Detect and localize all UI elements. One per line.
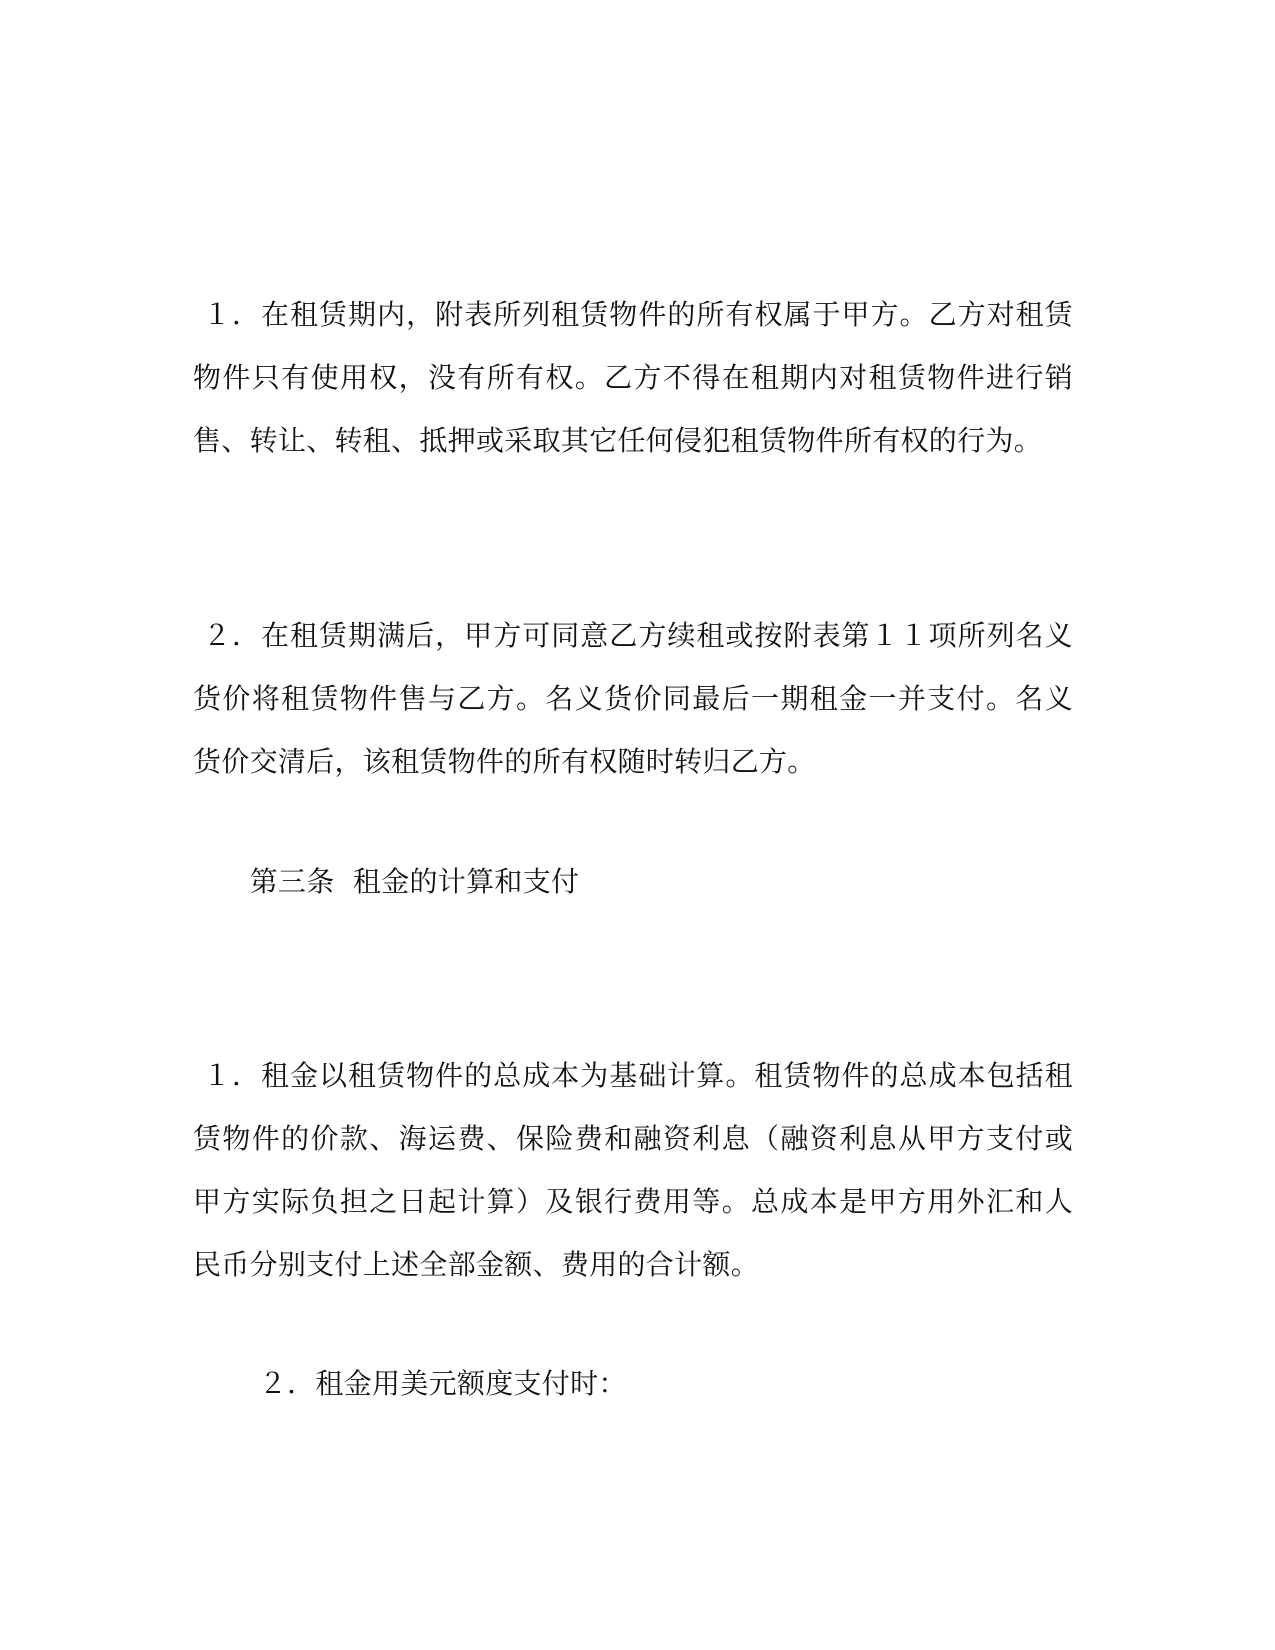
clause-2-item-1-line-2: 物件只有使用权，没有所有权。乙方不得在租期内对租赁物件进行销 (193, 361, 1073, 394)
clause-2-item-1-line-1: １．在租赁期内，附表所列租赁物件的所有权属于甲方。乙方对租赁 (193, 298, 1073, 331)
clause-3-item-1-line-3: 甲方实际负担之日起计算）及银行费用等。总成本是甲方用外汇和人 (193, 1185, 1073, 1218)
clause-3-item-1-line-2: 赁物件的价款、海运费、保险费和融资利息（融资利息从甲方支付或 (193, 1122, 1073, 1155)
clause-2-item-2-line-1: ２．在租赁期满后，甲方可同意乙方续租或按附表第１１项所列名义 (193, 619, 1073, 652)
clause-3-item-1-line-4: 民币分别支付上述全部金额、费用的合计额。 (193, 1248, 760, 1281)
article-3-heading: 第三条 租金的计算和支付 (193, 865, 580, 898)
clause-2-item-2-line-2: 货价将租赁物件售与乙方。名义货价同最后一期租金一并支付。名义 (193, 682, 1073, 715)
clause-2-item-2-line-3: 货价交清后，该租赁物件的所有权随时转归乙方。 (193, 745, 816, 778)
clause-3-item-2-heading: ２．租金用美元额度支付时： (193, 1367, 627, 1400)
clause-3-item-1-line-1: １．租金以租赁物件的总成本为基础计算。租赁物件的总成本包括租 (193, 1059, 1073, 1092)
clause-2-item-1-line-3: 售、转让、转租、抵押或采取其它任何侵犯租赁物件所有权的行为。 (193, 424, 1043, 457)
